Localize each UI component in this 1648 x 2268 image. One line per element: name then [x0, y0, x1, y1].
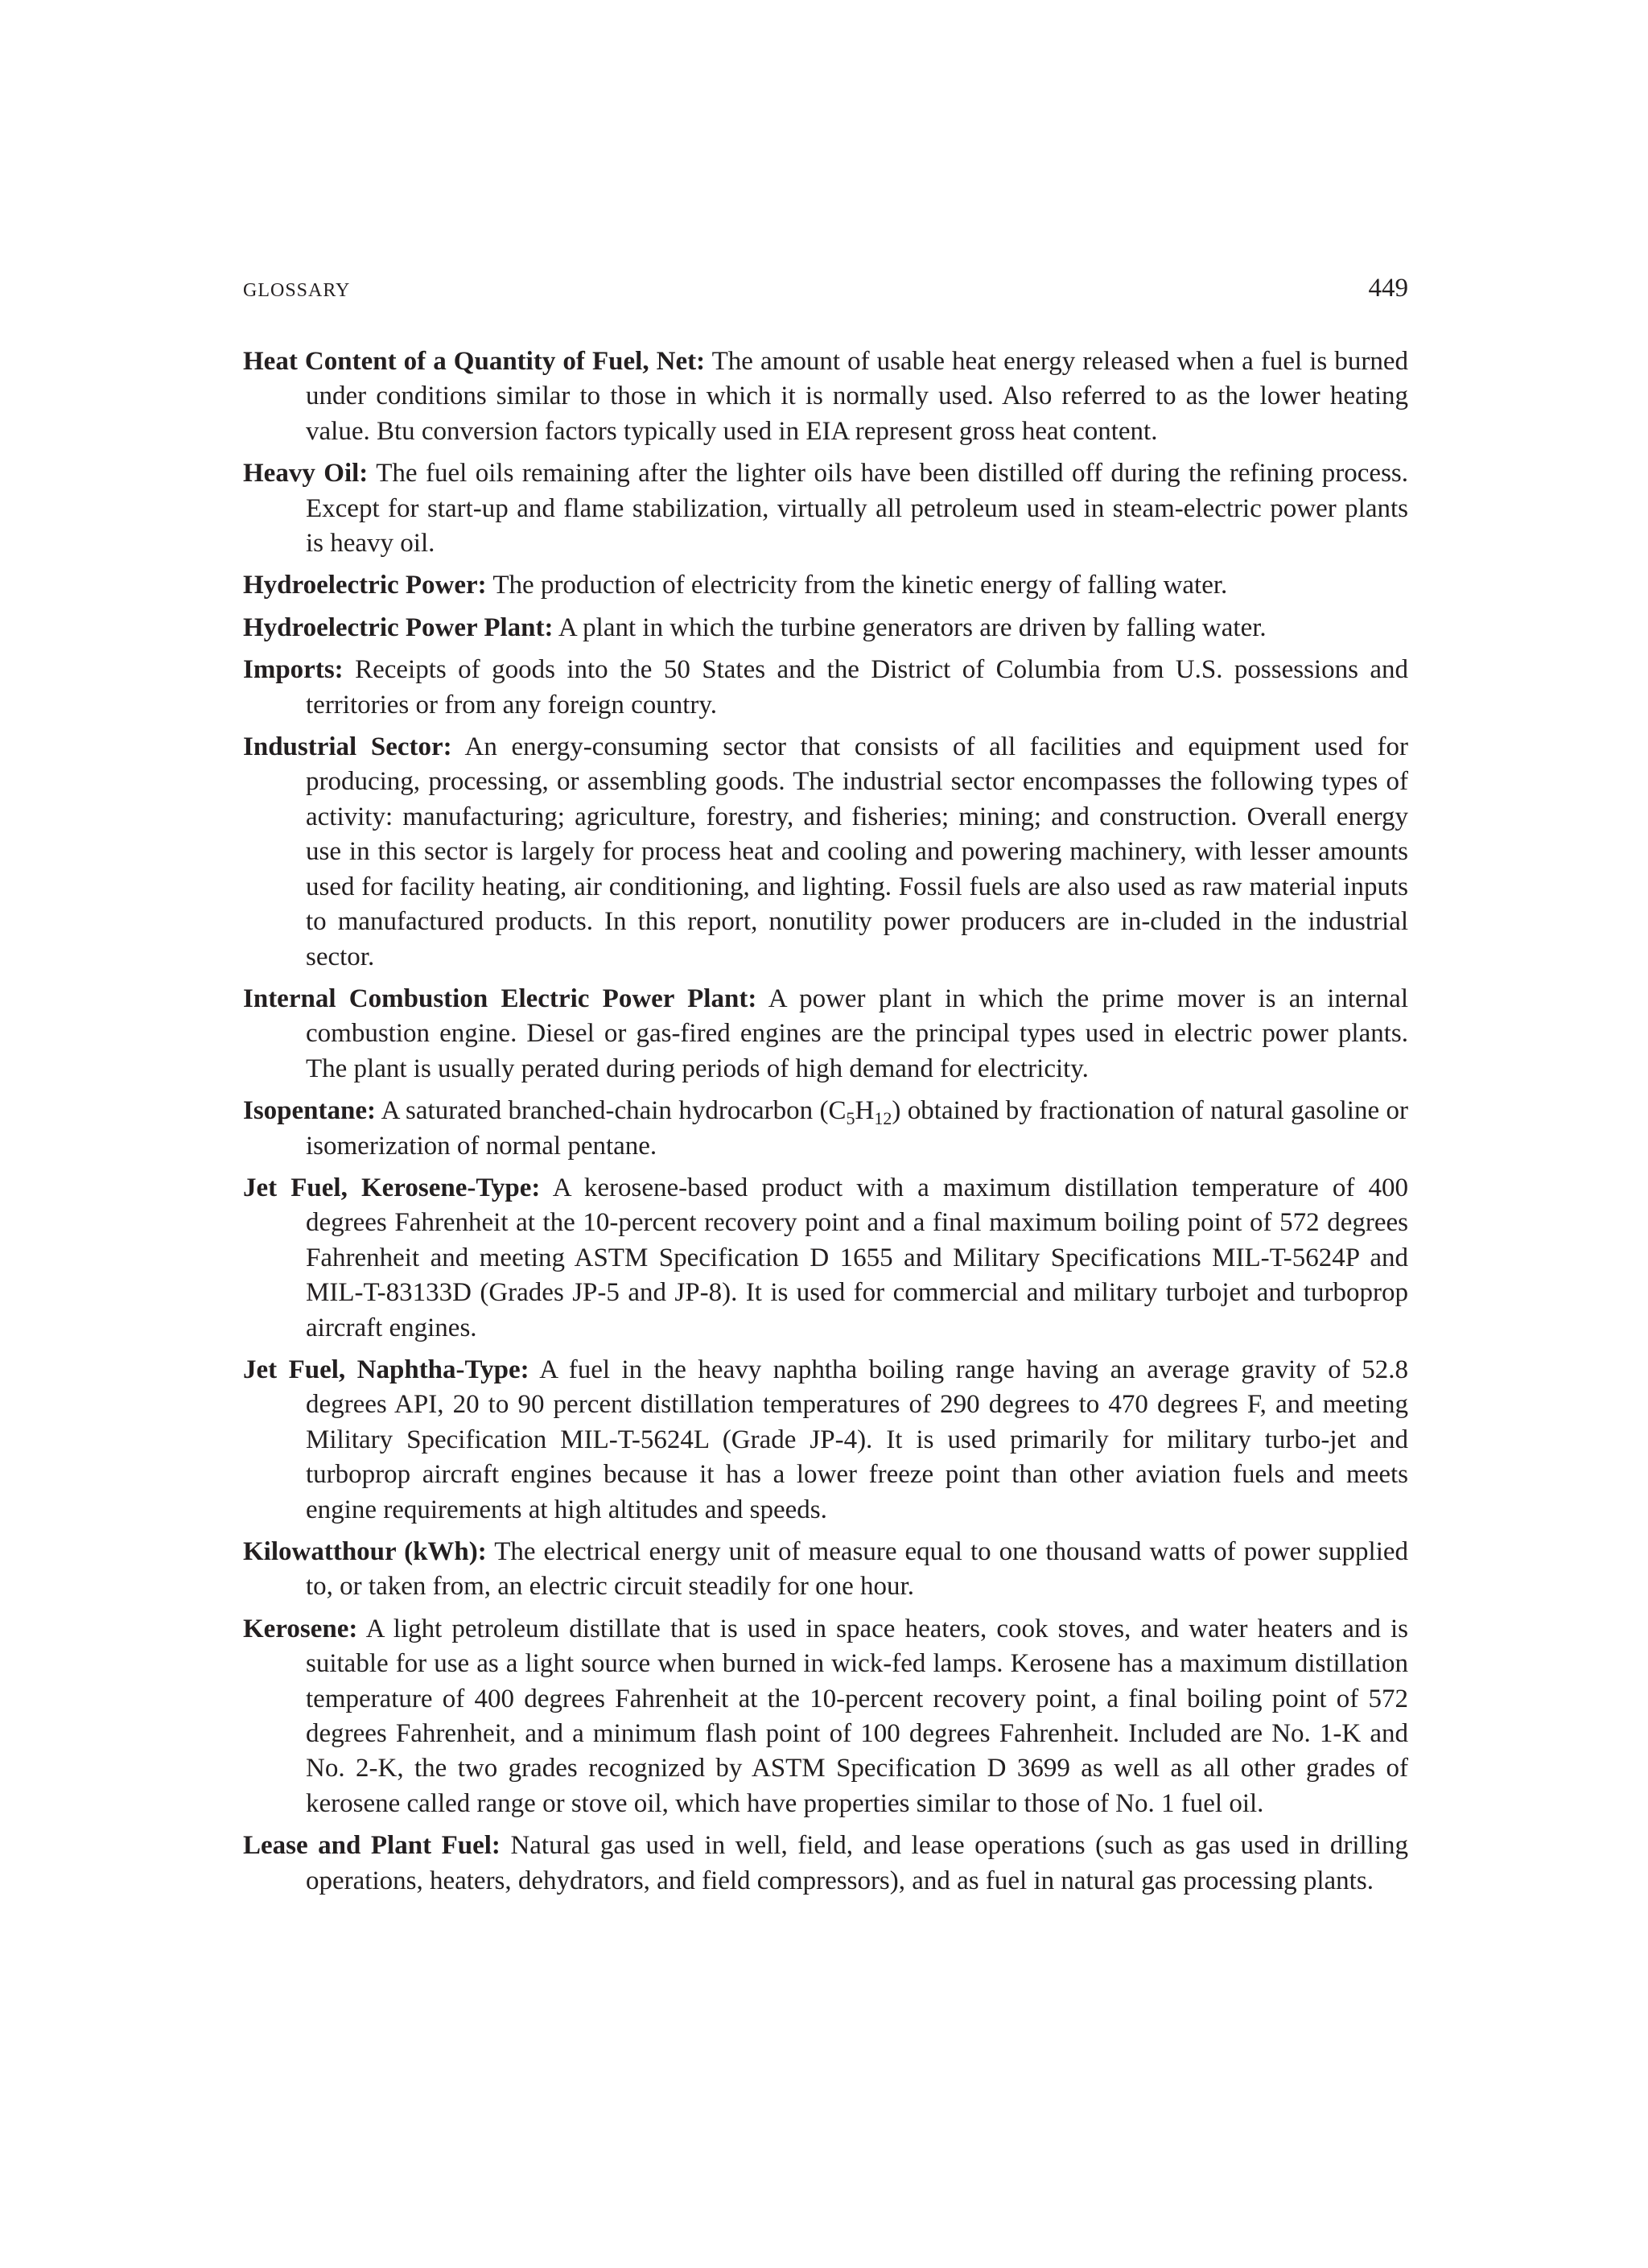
entry-definition	[306, 1096, 1408, 1160]
section-title: GLOSSARY	[243, 280, 351, 301]
entry-definition: A kerosene-based product with a maximum distillation temperature of 400 degrees Fahrenheit at the 10-percent recovery point and a final maximum boiling point of 572 degrees Fahrenheit and meeting ASTM Specification D 1655 and Military Specifications MIL-T-5624P and MIL-T-83133D (Grades JP-5 and JP-8). It is used for commercial and military turbojet and turboprop aircraft engines.	[306, 1173, 1409, 1342]
entry-term: Lease and Plant Fuel:	[243, 1831, 501, 1861]
glossary-entries	[243, 344, 1408, 1899]
glossary-entry-jet-fuel-kerosene	[243, 1171, 1408, 1346]
entry-definition: Receipts of goods into the 50 States and the District of Columbia from U.S. possessions and territories or from any foreign country.	[306, 655, 1409, 720]
entry-definition: The production of electricity from the kinetic energy of falling water.	[492, 571, 1228, 600]
glossary-entry-kerosene	[243, 1612, 1408, 1821]
entry-definition: The electrical energy unit of measure equal to one thousand watts of power supplied to, or taken from, an electric circuit steadily for one hour.	[306, 1537, 1409, 1602]
entry-term: Industrial Sector:	[243, 732, 452, 762]
entry-definition: Natural gas used in well, field, and lease operations (such as gas used in drilling operations, heaters, dehydrators, and field compressors), and as fuel in natural gas processing plants.	[306, 1831, 1409, 1895]
entry-definition: An energy-consuming sector that consists of all facilities and equipment used for producing, processing, or assembling goods. The industrial sector encompasses the following types of activity: manufacturing; agriculture, forestry, and fisheries; mining; and construction. Overall energy use in this sector is largely for process heat and cooling and powering machinery, with lesser amounts used for facility heating, air conditioning, and lighting. Fossil fuels are also used as raw material inputs to manufactured products. In this report, nonutility power producers are in-cluded in the industrial sector.	[306, 732, 1409, 971]
entry-term: Kerosene:	[243, 1614, 358, 1643]
entry-term: Internal Combustion Electric Power Plant:	[243, 983, 757, 1013]
glossary-entry-heavy-oil	[243, 456, 1408, 561]
definition-text: H	[855, 1096, 875, 1126]
entry-definition: A plant in which the turbine generators are driven by falling water.	[558, 612, 1267, 642]
glossary-entry-imports	[243, 653, 1408, 723]
hydrogen-subscript: 12	[874, 1108, 892, 1129]
entry-term: Kilowatthour (kWh):	[243, 1537, 487, 1566]
glossary-entry-internal-combustion	[243, 982, 1408, 1087]
entry-term: Hydroelectric Power:	[243, 571, 487, 600]
glossary-page	[243, 274, 1408, 1906]
entry-term: Hydroelectric Power Plant:	[243, 612, 554, 642]
entry-term: Imports:	[243, 655, 344, 685]
glossary-entry-industrial-sector	[243, 730, 1408, 975]
glossary-entry-jet-fuel-naphtha	[243, 1353, 1408, 1528]
entry-definition: The fuel oils remaining after the lighter oils have been distilled off during the refining process. Except for start-up and flame stabilization, virtually all petroleum used in steam-electric power plants is heavy oil.	[306, 459, 1409, 559]
page-number: 449	[1368, 274, 1408, 303]
glossary-entry-heat-content	[243, 344, 1408, 449]
entry-term: Jet Fuel, Kerosene-Type:	[243, 1173, 541, 1202]
entry-definition: A power plant in which the prime mover is an internal combustion engine. Diesel or gas-fired engines are the principal types used in electric power plants. The plant is usually perated during periods of high demand for electricity.	[306, 983, 1408, 1083]
entry-term: Jet Fuel, Naphtha-Type:	[243, 1355, 529, 1384]
definition-text: ) obtained by fractionation of natural gasoline or isomerization of normal pentane.	[306, 1096, 1408, 1161]
entry-term: Isopentane:	[243, 1096, 377, 1126]
glossary-entry-kilowatthour	[243, 1535, 1408, 1605]
running-head	[243, 274, 1408, 322]
glossary-entry-hydroelectric-power-plant	[243, 611, 1408, 645]
entry-definition: A fuel in the heavy naphtha boiling range having an average gravity of 52.8 degrees API, 20 to 90 percent distillation temperatures of 290 degrees to 470 degrees F, and meeting Military Specification MIL-T-5624L (Grade JP-4). It is used primarily for military turbo-jet and turboprop aircraft engines because it has a lower freeze point than other aviation fuels and meets engine requirements at high altitudes and speeds.	[306, 1355, 1408, 1524]
glossary-entry-lease-and-plant-fuel	[243, 1829, 1408, 1899]
glossary-entry-hydroelectric-power	[243, 568, 1408, 603]
entry-definition: A light petroleum distillate that is used in space heaters, cook stoves, and water heaters and is suitable for use as a light source when burned in wick-fed lamps. Kerosene has a maximum distillation temperature of 400 degrees Fahrenheit at the 10-percent recovery point, a final boiling point of 572 degrees Fahrenheit, and a minimum flash point of 100 degrees Fahrenheit. Included are No. 1-K and No. 2-K, the two grades recognized by ASTM Specification D 3699 as well as all other grades of kerosene called range or stove oil, which have properties similar to those of No. 1 fuel oil.	[306, 1614, 1408, 1818]
entry-definition: The amount of usable heat energy released when a fuel is burned under conditions similar to those in which it is normally used. Also referred to as the lower heating value. Btu conversion factors typically used in EIA represent gross heat content.	[306, 347, 1408, 446]
definition-text: A saturated branched-chain hydrocarbon (C	[381, 1096, 847, 1126]
glossary-entry-isopentane	[243, 1094, 1408, 1164]
entry-term: Heat Content of a Quantity of Fuel, Net:	[243, 347, 706, 376]
entry-term: Heavy Oil:	[243, 459, 369, 489]
carbon-subscript: 5	[846, 1108, 855, 1129]
